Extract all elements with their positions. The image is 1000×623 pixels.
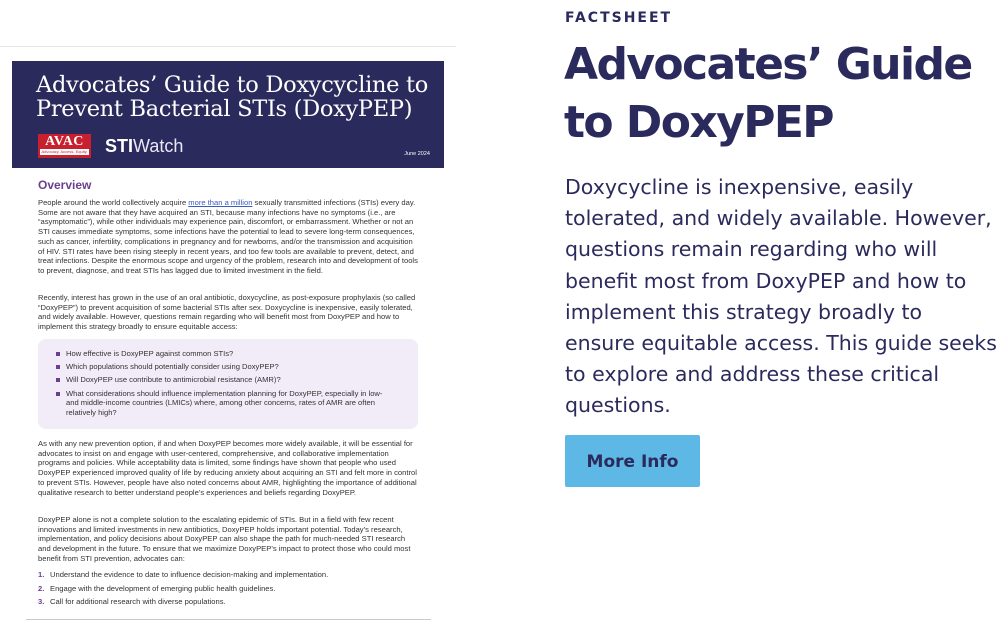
more-info-button[interactable]: More Info xyxy=(565,435,700,487)
action-text: Call for additional research with diverse populations. xyxy=(50,597,226,607)
action-item xyxy=(38,584,328,594)
overview-paragraph-1 xyxy=(38,198,418,276)
action-item xyxy=(38,597,328,607)
questions-box xyxy=(38,339,418,429)
action-text: Engage with the development of emerging public health guidelines. xyxy=(50,583,276,593)
p1-text-after: sexually transmitted infections (STIs) every day. Some are not aware that they have acquired an STI, because many infections have no symptoms (i.e., are “asymptomatic”), while other individuals may experience pain, discomfort, or embarrassment. Whether or not an STI causes immediate symptoms, some infections have the potential to lead to severe long-term consequences, such as cancer, infertility, complications in pregnancy and for newborns, and/or the transmission and acquisition of HIV. STI rates have been rising steeply in recent years, and too few tools are available to prevent, detect, and treat infections. Despite the enormous scope and urgency of the problem, research into and development of tools to prevent, diagnose, and treat STIs has lagged due to limited investment in the field. xyxy=(38,198,418,275)
stiwatch-logo xyxy=(105,134,183,158)
action-text: Understand the evidence to date to influence decision-making and implementation. xyxy=(50,570,329,579)
overview-paragraph-4: DoxyPEP alone is not a complete solution to the escalating epidemic of STIs. But in a field with few recent innovations and limited investments in new antibiotics, DoxyPEP holds important potential. Today’s research, implementation, and policy decisions about DoxyPEP can also shape the path for much-needed STI research and development in the future. To ensure that we maximize DoxyPEP’s impact to protect those who could most benefit from STI prevention, advocates can: xyxy=(38,515,411,563)
document-bottom-divider xyxy=(26,619,431,620)
action-item xyxy=(38,570,328,580)
document-title: Advocates’ Guide to Doxycycline to Prevent Bacterial STIs (DoxyPEP) xyxy=(36,72,429,122)
avac-logo-tagline: Advocacy. Access. Equity. xyxy=(41,149,88,154)
avac-logo xyxy=(38,134,91,158)
document-banner xyxy=(12,61,444,168)
question-item: Will DoxyPEP use contribute to antimicrobial resistance (AMR)? xyxy=(60,375,396,385)
factsheet-eyebrow: FACTSHEET xyxy=(565,10,673,26)
question-item: Which populations should potentially consider using DoxyPEP? xyxy=(60,362,396,372)
stiwatch-logo-watch: Watch xyxy=(133,136,184,156)
action-number: 3. xyxy=(38,597,45,607)
question-item: How effective is DoxyPEP against common STIs? xyxy=(60,349,396,359)
action-number: 2. xyxy=(38,583,45,593)
action-number: 1. xyxy=(38,570,45,579)
document-date: June 2024 xyxy=(404,151,430,157)
page-title: Advocates’ Guide to DoxyPEP xyxy=(564,39,972,148)
p1-text-before: People around the world collectively acquire xyxy=(38,198,189,207)
more-than-a-million-link[interactable]: more than a million xyxy=(188,198,253,207)
overview-heading: Overview xyxy=(38,178,92,192)
factsheet-document-preview xyxy=(0,46,456,623)
overview-paragraph-3: As with any new prevention option, if and when DoxyPEP becomes more widely available, it will be essential for advocates to insist on and engage with user-centered, comprehensive, and collaborative implementation programs and policies. While acceptability data is limited, some findings have shown that people who used DoxyPEP experienced improved quality of life by reducing anxiety about acquiring an STI and felt more in control to prevent STIs. However, people have also noted concerns about AMR, highlighting the importance of additional qualitative research to better understand people’s experiences and beliefs regarding DoxyPEP. xyxy=(38,439,417,497)
overview-paragraph-2: Recently, interest has grown in the use of an oral antibiotic, doxycycline, as post-exposure prophylaxis (so called “DoxyPEP”) to prevent acquisition of some bacterial STIs after sex. Doxycycline is inexpensive, easily tolerated, and widely available. However, questions remain regarding who will benefit most from DoxyPEP and how to implement this strategy broadly to ensure equitable access: xyxy=(38,293,416,332)
factsheet-description: Doxycycline is inexpensive, easily tolerated, and widely available. However, questions remain regarding who will benefit most from DoxyPEP and how to implement this strategy broadly to ensure equitable access. This guide seeks to explore and address these critical questions. xyxy=(565,175,997,418)
advocate-actions-list xyxy=(38,570,328,611)
question-item: What considerations should influence implementation planning for DoxyPEP, especially in low- and middle-income countries (LMICs) where, among other concerns, rates of AMR are often relatively high? xyxy=(60,389,396,418)
questions-list xyxy=(38,339,418,418)
avac-logo-text: AVAC xyxy=(45,134,84,149)
stiwatch-logo-sti: STI xyxy=(105,136,134,156)
